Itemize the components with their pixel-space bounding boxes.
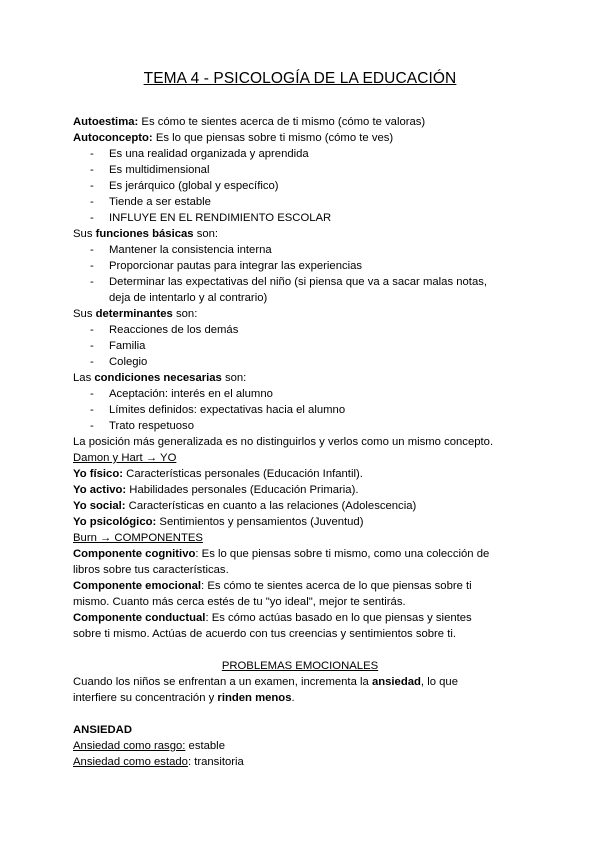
autoestima-line [73,114,425,130]
componente-emocional-line2: mismo. Cuanto más cerca estés de tu "yo ideal", mejor te sentirás. [73,596,406,608]
condiciones-pre: Las [73,372,95,384]
problemas-post: . [291,692,295,704]
list-item: Límites definidos: expectativas hacia el alumno [109,404,346,416]
yo-text: Sentimientos y pensamientos (Juventud) [156,516,364,528]
yo-term: Yo psicológico: [73,516,157,528]
bullet-dash: - [90,420,94,432]
ansiedad-text: estable [185,740,225,752]
componente-text: : Es cómo actúas basado en lo que piensas y sientes [205,612,472,624]
determinantes-pre: Sus [73,308,96,320]
ansiedad-text: : transitoria [187,756,244,768]
componente-text: : Es cómo te sientes acerca de lo que piensas sobre ti [201,580,472,592]
condiciones-term: condiciones necesarias [94,372,222,384]
bullet-dash: - [90,404,94,416]
list-item: Determinar las expectativas del niño (si piensa que va a sacar malas notas, [109,276,488,288]
bullet-dash: - [90,196,94,208]
componente-text: : Es lo que piensas sobre ti mismo, como una colección de [195,548,490,560]
bullet-dash: - [90,388,94,400]
list-item: Es multidimensional [109,164,210,176]
list-item: Aceptación: interés en el alumno [109,388,273,400]
bullet-dash: - [90,212,94,224]
autoconcepto-term: Autoconcepto: [73,132,153,144]
determinantes-post: son: [172,308,198,320]
componente-conductual-line [73,610,472,626]
autoestima-text: Es cómo te sientes acerca de ti mismo (cómo te valoras) [138,116,426,128]
bullet-dash: - [90,164,94,176]
condiciones-line [73,370,246,386]
problemas-pre: Cuando los niños se enfrentan a un examen, incrementa la [73,676,372,688]
funciones-pre: Sus [73,228,96,240]
componente-term: Componente cognitivo [73,548,196,560]
list-item: Es jerárquico (global y específico) [109,180,279,192]
componente-term: Componente emocional [73,580,202,592]
yo-social-line [73,498,416,514]
problemas-mid: , lo que [420,676,458,688]
bullet-dash: - [90,276,94,288]
yo-term: Yo social: [73,500,126,512]
determinantes-term: determinantes [95,308,173,320]
burn-heading: Burn → COMPONENTES [73,532,203,544]
condiciones-post: son: [221,372,247,384]
bullet-dash: - [90,180,94,192]
yo-fisico-line [73,466,363,482]
yo-term: Yo físico: [73,468,124,480]
ansiedad-heading: ANSIEDAD [73,724,132,736]
componente-term: Componente conductual [73,612,206,624]
componente-emocional-line [73,578,472,594]
yo-activo-line [73,482,358,498]
funciones-line [73,226,218,242]
list-item: Colegio [109,356,148,368]
problemas-term: ansiedad [371,676,421,688]
problemas-line1 [73,674,458,690]
list-item: Es una realidad organizada y aprendida [109,148,309,160]
list-item: Trato respetuoso [109,420,194,432]
determinantes-line [73,306,197,322]
bullet-dash: - [90,260,94,272]
yo-psicologico-line [73,514,363,530]
ansiedad-rasgo-line [73,738,225,754]
componente-cognitivo-line2: libros sobre tus características. [73,564,229,576]
problemas-heading: PROBLEMAS EMOCIONALES [221,660,379,672]
list-item: Proporcionar pautas para integrar las experiencias [109,260,363,272]
autoestima-term: Autoestima: [73,116,139,128]
problemas-line2 [73,690,295,706]
yo-text: Características personales (Educación Infantil). [123,468,363,480]
autoconcepto-text: Es lo que piensas sobre ti mismo (cómo te ves) [152,132,394,144]
componente-cognitivo-line [73,546,489,562]
ansiedad-estado-line [73,754,244,770]
posicion-text: La posición más generalizada es no distinguirlos y verlos como un mismo concepto. [73,436,494,448]
bullet-dash: - [90,356,94,368]
bullet-dash: - [90,148,94,160]
autoconcepto-line [73,130,393,146]
page-title: TEMA 4 - PSICOLOGÍA DE LA EDUCACIÓN [143,70,457,87]
yo-text: Características en cuanto a las relaciones (Adolescencia) [125,500,417,512]
list-item: Familia [109,340,146,352]
list-item: Mantener la consistencia interna [109,244,272,256]
funciones-post: son: [193,228,219,240]
list-item-continuation: deja de intentarlo y al contrario) [109,292,268,304]
componente-conductual-line2: sobre ti mismo. Actúas de acuerdo con tus creencias y sentimientos sobre ti. [73,628,457,640]
list-item: Reacciones de los demás [109,324,239,336]
bullet-dash: - [90,324,94,336]
list-item: INFLUYE EN EL RENDIMIENTO ESCOLAR [109,212,332,224]
bullet-dash: - [90,244,94,256]
ansiedad-label: Ansiedad como estado [73,756,188,768]
problemas-term: rinden menos [217,692,292,704]
funciones-term: funciones básicas [95,228,194,240]
problemas-pre: interfiere su concentración y [73,692,218,704]
list-item: Tiende a ser estable [109,196,211,208]
bullet-dash: - [90,340,94,352]
yo-term: Yo activo: [73,484,127,496]
ansiedad-label: Ansiedad como rasgo: [73,740,186,752]
yo-text: Habilidades personales (Educación Primaria). [126,484,359,496]
damon-heading: Damon y Hart → YO [73,452,177,464]
